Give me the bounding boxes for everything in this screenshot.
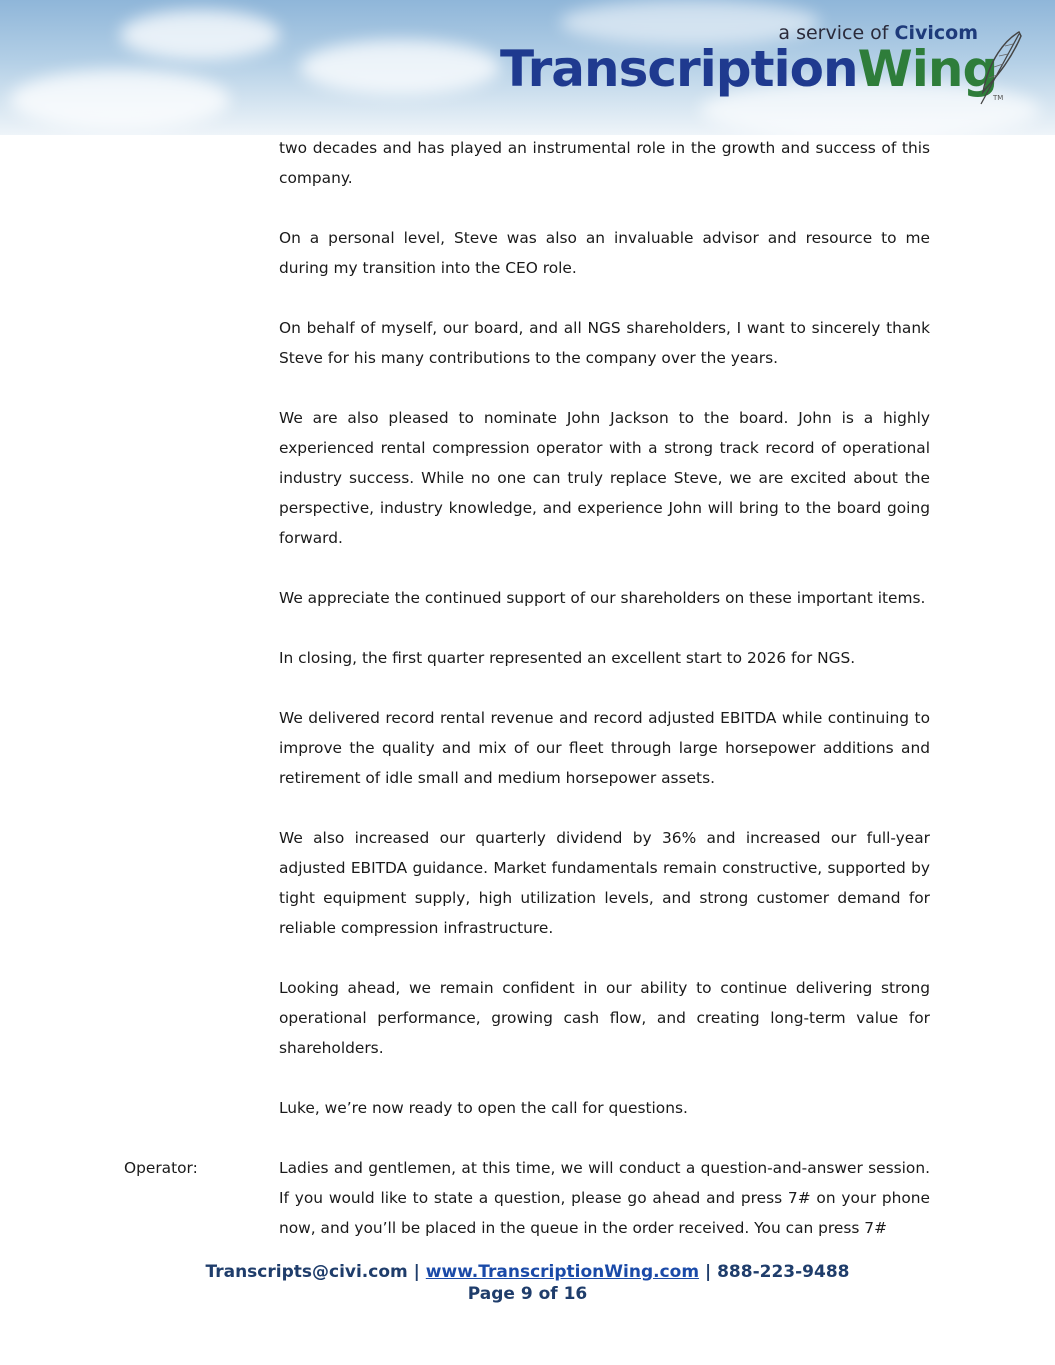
cloud-decoration: [10, 70, 230, 130]
paragraph: We delivered record rental revenue and record adjusted EBITDA while continuing to improve the quality and mix of our fleet through large horsepower additions and retirement of idle small and medium horsepower assets.: [279, 709, 930, 787]
cloud-decoration: [300, 40, 500, 95]
logo-part-wing: Wing: [857, 40, 998, 98]
paragraph: We also increased our quarterly dividend by 36% and increased our full-year adjusted EBITDA guidance. Market fundamentals remain constructive, supported by tight equipment supply, high utilization levels, and strong customer demand for reliable compression infrastructure.: [279, 829, 930, 937]
paragraph: We are also pleased to nominate John Jackson to the board. John is a highly experienced rental compression operator with a strong track record of operational industry success. While no one can truly replace Steve, we are excited about the perspective, industry knowledge, and experience John will bring to the board going forward.: [279, 409, 930, 547]
paragraph: In closing, the first quarter represented an excellent start to 2026 for NGS.: [279, 649, 856, 667]
footer-contact: [0, 1261, 1055, 1283]
footer-separator: |: [699, 1262, 718, 1282]
trademark-mark: TM: [993, 94, 1004, 102]
transcriptionwing-logo: [500, 40, 997, 98]
service-prefix: a service of: [778, 22, 895, 44]
page-number: Page 9 of 16: [467, 1284, 588, 1304]
paragraph: We appreciate the continued support of our shareholders on these important items.: [279, 589, 926, 607]
paragraph: Luke, we’re now ready to open the call for questions.: [279, 1099, 688, 1117]
paragraph: On a personal level, Steve was also an invaluable advisor and resource to me during my transition into the CEO role.: [279, 229, 930, 277]
logo-part-transcription: Transcription: [500, 40, 858, 98]
paragraph: On behalf of myself, our board, and all NGS shareholders, I want to sincerely thank Steve for his many contributions to the company over the years.: [279, 319, 930, 367]
operator-paragraph: Ladies and gentlemen, at this time, we will conduct a question-and-answer session. If you would like to state a question, please go ahead and press 7# on your phone now, and you’ll be placed in the queue in the order received. You can press 7#: [279, 1159, 930, 1237]
page-footer: [0, 1261, 1055, 1305]
civicom-brand: Civicom: [894, 22, 978, 44]
footer-separator: |: [407, 1262, 426, 1282]
header-banner: [0, 0, 1055, 135]
footer-website-link[interactable]: www.TranscriptionWing.com: [425, 1262, 700, 1282]
paragraph: Looking ahead, we remain confident in our ability to continue delivering strong operational performance, growing cash flow, and creating long-term value for shareholders.: [279, 979, 930, 1057]
footer-phone: 888-223-9488: [717, 1262, 850, 1282]
paragraph: two decades and has played an instrumental role in the growth and success of this company.: [279, 139, 930, 187]
footer-email: Transcripts@civi.com: [205, 1262, 408, 1282]
cloud-decoration: [120, 10, 280, 60]
speaker-label: Operator:: [124, 1159, 198, 1177]
